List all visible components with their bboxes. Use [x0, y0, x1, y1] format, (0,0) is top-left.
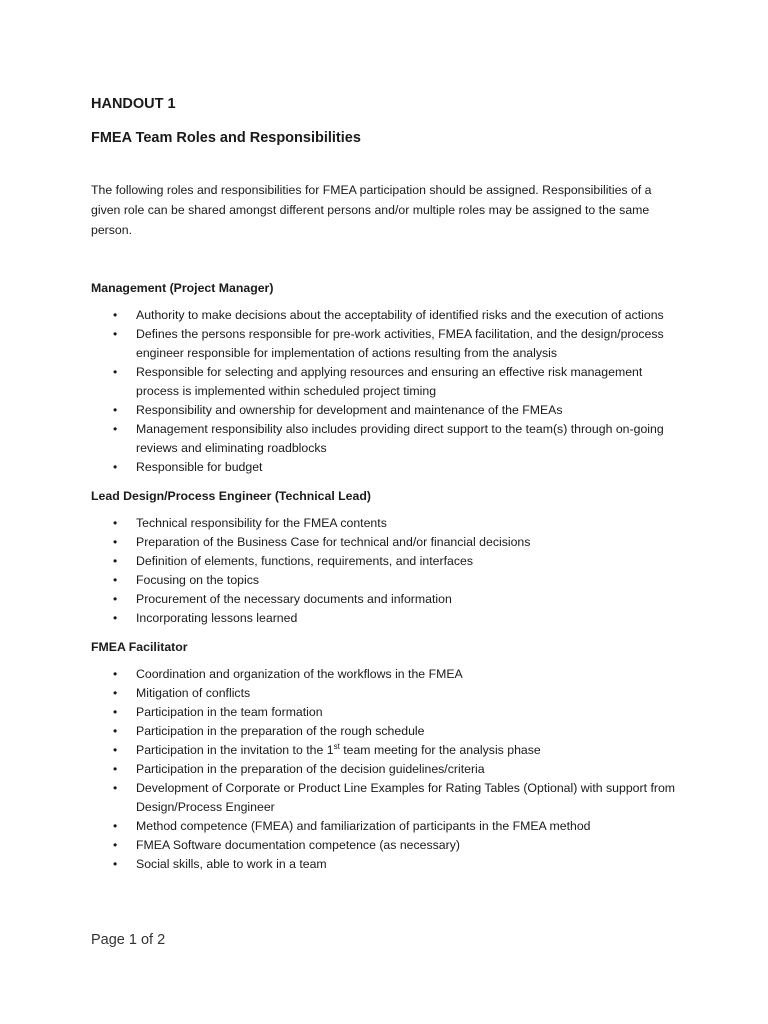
section-heading-management: Management (Project Manager)	[91, 281, 274, 295]
list-item: • Defines the persons responsible for pre-work activities, FMEA facilitation, and the design/process engineer responsible for implementation of actions resulting from the analysis	[113, 327, 664, 360]
bullet-icon: •	[113, 535, 118, 549]
section-heading-lead-engineer: Lead Design/Process Engineer (Technical Lead)	[91, 489, 371, 503]
bullet-icon: •	[113, 308, 118, 322]
bullet-icon: •	[113, 819, 118, 833]
bullet-icon: •	[113, 611, 118, 625]
list-item: • Incorporating lessons learned	[91, 609, 681, 628]
list-item: • Participation in the team formation	[91, 703, 681, 722]
bullet-icon: •	[113, 554, 118, 568]
bullet-icon: •	[113, 365, 118, 379]
list-item: • Participation in the invitation to the 1st team meeting for the analysis phase	[91, 741, 681, 760]
bullet-icon: •	[113, 667, 118, 681]
list-item: • Development of Corporate or Product Line Examples for Rating Tables (Optional) with support from Design/Process Engineer	[113, 781, 676, 814]
list-item: • Authority to make decisions about the acceptability of identified risks and the execution of actions	[91, 306, 681, 325]
intro-paragraph: The following roles and responsibilities for FMEA participation should be assigned. Responsibilities of a given role can be shared amongst different persons and/or multiple roles may be assigned to the same person.	[91, 183, 652, 237]
list-item: • Focusing on the topics	[91, 571, 681, 590]
lead-engineer-list	[91, 514, 681, 628]
bullet-icon: •	[113, 705, 118, 719]
bullet-icon: •	[113, 762, 118, 776]
page-number: Page 1 of 2	[91, 932, 166, 948]
handout-label: HANDOUT 1	[91, 96, 176, 112]
list-item: • Method competence (FMEA) and familiarization of participants in the FMEA method	[91, 817, 681, 836]
list-item: • Responsible for selecting and applying resources and ensuring an effective risk management process is implemented within scheduled project timing	[113, 365, 643, 398]
page-title: FMEA Team Roles and Responsibilities	[91, 130, 361, 146]
list-item: • Participation in the preparation of the decision guidelines/criteria	[91, 760, 681, 779]
list-item: • Responsible for budget	[91, 458, 681, 477]
list-item: • Technical responsibility for the FMEA contents	[91, 514, 681, 533]
bullet-icon: •	[113, 724, 118, 738]
list-item: • Responsibility and ownership for development and maintenance of the FMEAs	[91, 401, 681, 420]
management-list	[91, 306, 681, 477]
list-item: • FMEA Software documentation competence (as necessary)	[91, 836, 681, 855]
list-item: • Participation in the preparation of the rough schedule	[91, 722, 681, 741]
list-item: • Preparation of the Business Case for technical and/or financial decisions	[91, 533, 681, 552]
list-item: • Definition of elements, functions, requirements, and interfaces	[91, 552, 681, 571]
list-item: • Procurement of the necessary documents and information	[91, 590, 681, 609]
bullet-icon: •	[113, 838, 118, 852]
bullet-icon: •	[113, 573, 118, 587]
bullet-icon: •	[113, 592, 118, 606]
bullet-icon: •	[113, 781, 118, 795]
list-item: • Coordination and organization of the workflows in the FMEA	[91, 665, 681, 684]
bullet-icon: •	[113, 743, 118, 757]
bullet-icon: •	[113, 460, 118, 474]
section-heading-facilitator: FMEA Facilitator	[91, 640, 188, 654]
list-item: • Management responsibility also includes providing direct support to the team(s) through on-going reviews and eliminating roadblocks	[113, 422, 664, 455]
bullet-icon: •	[113, 403, 118, 417]
document-page	[91, 94, 681, 874]
bullet-icon: •	[113, 686, 118, 700]
facilitator-list	[91, 665, 681, 874]
bullet-icon: •	[113, 857, 118, 871]
list-item: • Social skills, able to work in a team	[91, 855, 681, 874]
list-item: • Mitigation of conflicts	[91, 684, 681, 703]
bullet-icon: •	[113, 327, 118, 341]
bullet-icon: •	[113, 422, 118, 436]
bullet-icon: •	[113, 516, 118, 530]
